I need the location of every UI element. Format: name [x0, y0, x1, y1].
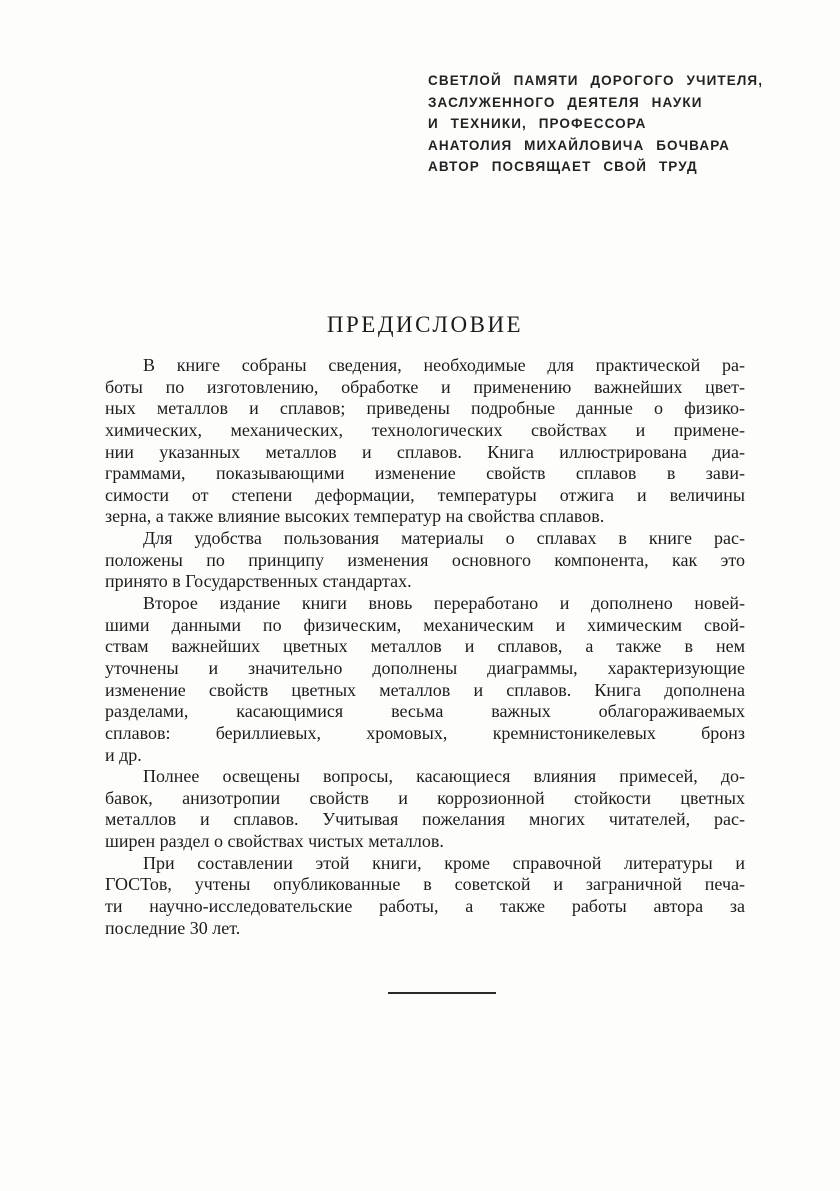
text-line: бавок, анизотропии свойств и коррозионной стойкости цветных [105, 787, 745, 808]
text-line: В книге собраны сведения, необходимые для практической ра- [143, 355, 745, 375]
text-line: граммами, показывающими изменение свойств сплавов в зави- [105, 463, 745, 484]
text-line: уточнены и значительно дополнены диаграммы, характеризующие [105, 657, 745, 678]
text-line: симости от степени деформации, температуры отжига и величины [105, 484, 745, 505]
text-line: Для удобства пользования материалы о сплавах в книге рас- [143, 528, 745, 549]
text-line: боты по изготовлению, обработке и применению важнейших цвет- [105, 376, 745, 397]
text-line: зерна, а также влияние высоких температур на свойства сплавов. [105, 506, 605, 527]
text-line: ных металлов и сплавов; приведены подробные данные о физико- [105, 398, 745, 419]
page-title: ПРЕДИСЛОВИЕ [326, 312, 524, 337]
paragraph [105, 766, 745, 853]
text-line: Второе издание книги вновь переработано и дополнено новей- [143, 593, 745, 614]
text-line: металлов и сплавов. Учитывая пожелания многих читателей, рас- [105, 809, 745, 830]
dedication-line: АВТОР ПОСВЯЩАЕТ СВОЙ ТРУД [428, 159, 698, 174]
paragraph [105, 853, 745, 940]
text-line: ти научно-исследовательские работы, а также работы автора за [105, 896, 745, 917]
text-line: ширен раздел о свойствах чистых металлов. [105, 831, 444, 852]
text-line: последние 30 лет. [105, 917, 241, 938]
text-line: ствам важнейших цветных металлов и сплавов, а также в нем [105, 636, 745, 657]
dedication-line: СВЕТЛОЙ ПАМЯТИ ДОРОГОГО УЧИТЕЛЯ, [428, 73, 764, 88]
text-line: изменение свойств цветных металлов и сплавов. Книга дополнена [105, 679, 745, 700]
section-divider [388, 992, 496, 994]
paragraph [105, 355, 745, 528]
text-line: сплавов: бериллиевых, хромовых, кремнистоникелевых бронз [105, 722, 745, 743]
paragraph [105, 528, 745, 593]
text-line: разделами, касающимися весьма важных облагораживаемых [105, 701, 745, 722]
text-line: При составлении этой книги, кроме справочной литературы и [143, 852, 745, 873]
dedication-line: И ТЕХНИКИ, ПРОФЕССОРА [428, 116, 647, 131]
paragraph [105, 593, 745, 766]
preface-body [105, 355, 745, 939]
text-line: шими данными по физическим, механическим и химическим свой- [105, 614, 745, 635]
dedication-line: АНАТОЛИЯ МИХАЙЛОВИЧА БОЧВАРА [428, 137, 730, 153]
dedication [428, 70, 788, 178]
text-line: и др. [105, 744, 142, 765]
text-line: химических, механических, технологических свойствах и примене- [105, 419, 745, 440]
dedication-line: ЗАСЛУЖЕННОГО ДЕЯТЕЛЯ НАУКИ [428, 94, 703, 110]
text-line: Полнее освещены вопросы, касающиеся влияния примесей, до- [143, 766, 745, 787]
text-line: принято в Государственных стандартах. [105, 571, 412, 592]
text-line: ГОСТов, учтены опубликованные в советской и заграничной печа- [105, 874, 745, 895]
text-line: нии указанных металлов и сплавов. Книга иллюстрирована диа- [105, 441, 745, 462]
text-line: положены по принципу изменения основного компонента, как это [105, 549, 745, 570]
